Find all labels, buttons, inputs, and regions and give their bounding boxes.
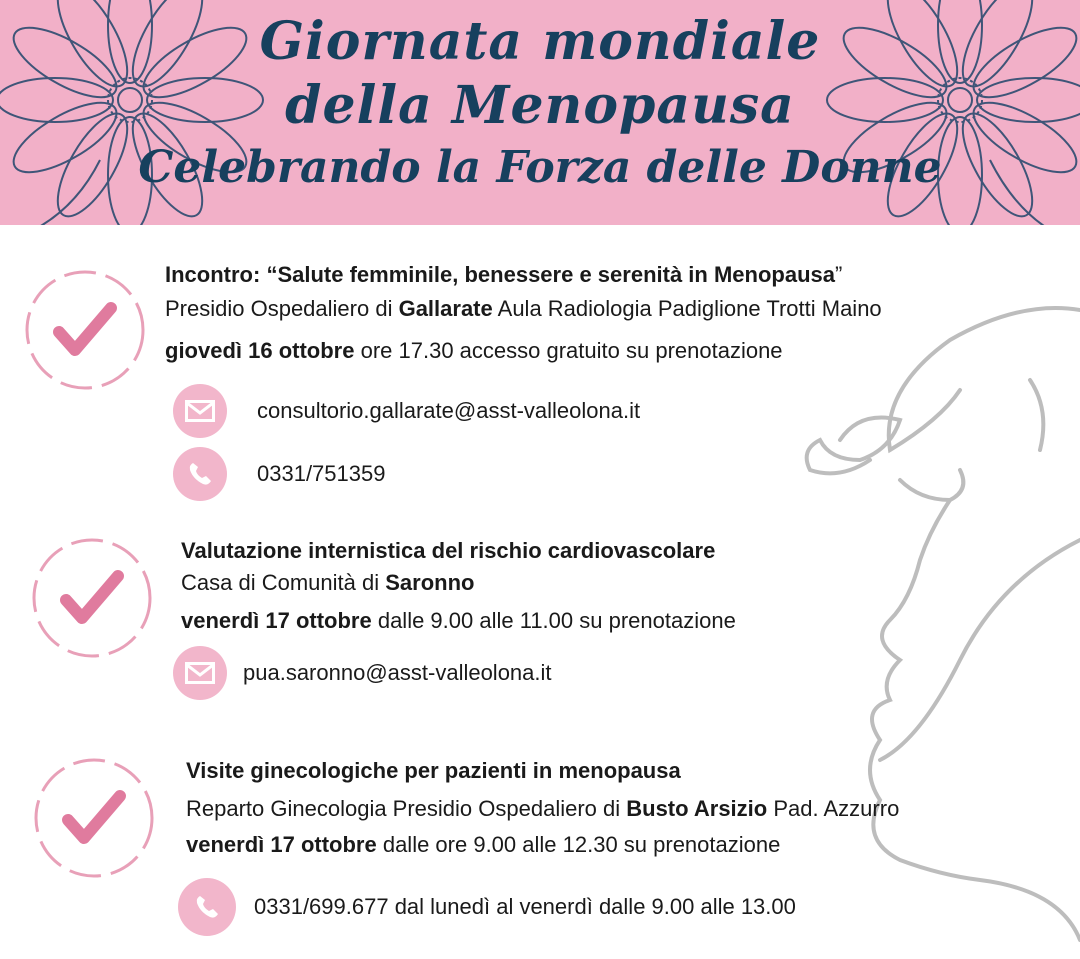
- check-icon-2: [30, 536, 154, 660]
- event-2-email[interactable]: pua.saronno@asst-valleolona.it: [243, 660, 552, 685]
- phone-icon: [178, 878, 236, 936]
- event-3-phone[interactable]: 0331/699.677 dal lunedì al venerdì dalle 9.00 alle 13.00: [254, 894, 796, 919]
- event-3-location: [186, 796, 899, 822]
- event-1-location-city: Gallarate: [398, 296, 493, 321]
- event-1-date-rest: ore 17.30 accesso gratuito su prenotazione: [354, 338, 783, 363]
- title-block: [0, 10, 1080, 193]
- event-3-location-post: Pad. Azzurro: [767, 796, 900, 821]
- event-2-location-pre: Casa di Comunità di: [181, 570, 386, 595]
- woman-profile-lineart: [800, 300, 1080, 959]
- event-2-date-rest: dalle 9.00 alle 11.00 su prenotazione: [371, 608, 736, 633]
- title-line-2: della Menopausa: [285, 75, 795, 136]
- event-2: [181, 538, 736, 634]
- event-1-heading: [165, 262, 882, 288]
- event-2-heading: Valutazione internistica del rischio cardiovascolare: [181, 538, 716, 563]
- check-icon-1: [23, 268, 147, 392]
- event-1-date-day: giovedì 16 ottobre: [165, 338, 355, 363]
- event-1: [165, 262, 882, 364]
- event-1-location-pre: Presidio Ospedaliero di: [165, 296, 399, 321]
- event-2-location: [181, 570, 736, 596]
- event-1-heading-prefix: Incontro:: [165, 262, 267, 287]
- event-1-email-contact[interactable]: [173, 384, 640, 438]
- event-1-location: [165, 296, 882, 322]
- event-1-heading-suffix: ”: [834, 262, 843, 287]
- event-2-email-contact[interactable]: [173, 646, 552, 700]
- event-3: [186, 758, 899, 858]
- phone-icon: [173, 447, 227, 501]
- event-2-location-city: Saronno: [385, 570, 475, 595]
- event-3-date-rest: dalle ore 9.00 alle 12.30 su prenotazione: [376, 832, 781, 857]
- event-1-date: [165, 338, 882, 364]
- event-3-date-day: venerdì 17 ottobre: [186, 832, 377, 857]
- event-1-heading-text: “Salute femminile, benessere e serenità in Menopausa: [266, 262, 835, 287]
- event-3-heading: Visite ginecologiche per pazienti in menopausa: [186, 758, 681, 783]
- header-banner: [0, 0, 1080, 225]
- event-2-date: [181, 608, 736, 634]
- mail-icon: [173, 646, 227, 700]
- event-3-date: [186, 832, 899, 858]
- event-2-date-day: venerdì 17 ottobre: [181, 608, 372, 633]
- event-3-location-pre: Reparto Ginecologia Presidio Ospedaliero di: [186, 796, 627, 821]
- event-3-phone-contact[interactable]: [178, 878, 796, 936]
- event-1-email[interactable]: consultorio.gallarate@asst-valleolona.it: [257, 398, 641, 423]
- event-1-location-post: Aula Radiologia Padiglione Trotti Maino: [492, 296, 882, 321]
- event-1-phone[interactable]: 0331/751359: [257, 461, 386, 486]
- subtitle: Celebrando la Forza delle Donne: [138, 142, 942, 193]
- mail-icon: [173, 384, 227, 438]
- title-line-1: Giornata mondiale: [259, 11, 821, 72]
- event-3-location-city: Busto Arsizio: [626, 796, 768, 821]
- event-1-phone-contact[interactable]: [173, 447, 385, 501]
- check-icon-3: [32, 756, 156, 880]
